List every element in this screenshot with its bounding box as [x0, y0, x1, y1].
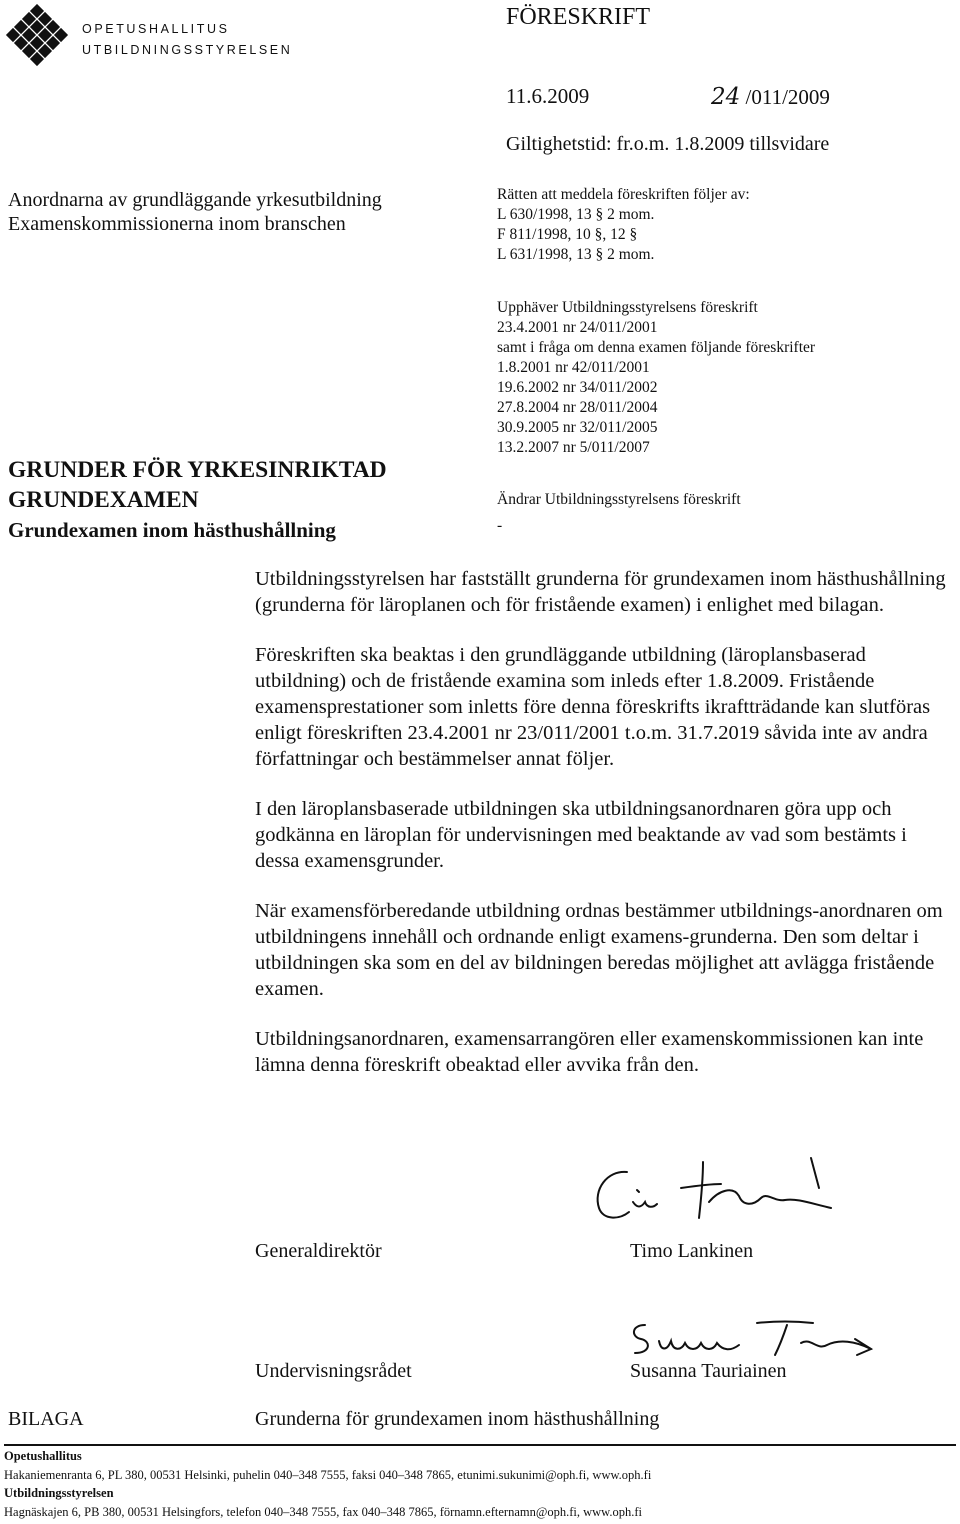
- org-name-finnish: OPETUSHALLITUS: [82, 22, 230, 36]
- footer-address: Hagnäskajen 6, PB 380, 00531 Helsingfors, telefon 040–348 7555, fax 040–348 7865, förnamn.efternamn@oph.fi, www.oph.fi: [4, 1504, 643, 1519]
- footer-address: Hakaniemenranta 6, PL 380, 00531 Helsinki, puhelin 040–348 7555, faksi 040–348 7865, etunimi.sukunimi@oph.fi, www.oph.fi: [4, 1467, 652, 1482]
- signature-susanna-tauriainen: [625, 1315, 885, 1365]
- document-number: [711, 84, 830, 110]
- repeals-line: 13.2.2007 nr 5/011/2007: [497, 439, 650, 456]
- footer-org-name: Utbildningsstyrelsen: [4, 1486, 114, 1501]
- organization-name: [82, 19, 292, 61]
- repeals-line: 27.8.2004 nr 28/011/2004: [497, 399, 658, 416]
- body-paragraph: Utbildningsanordnaren, examensarrangören eller examenskommissionen kan inte lämna denna föreskrift obeaktad eller avvika från den.: [255, 1028, 924, 1076]
- amended-regulations: [497, 490, 741, 536]
- repeals-line: 23.4.2001 nr 24/011/2001: [497, 319, 658, 336]
- document-date: 11.6.2009: [506, 84, 590, 108]
- document-number-suffix: /011/2009: [740, 85, 830, 109]
- document-title: [8, 455, 387, 545]
- authority-line: L 631/1998, 13 § 2 mom.: [497, 246, 655, 263]
- body-paragraph: Utbildningsstyrelsen har fastställt grunderna för grundexamen inom hästhushållning (grunderna för läroplanen och för fristående examen) i enlighet med bilagan.: [255, 568, 946, 616]
- handwritten-number: 24: [711, 84, 741, 110]
- document-type: FÖRESKRIFT: [506, 4, 651, 30]
- authority-line: F 811/1998, 10 §, 12 §: [497, 226, 638, 243]
- document-body: [255, 566, 955, 1102]
- body-paragraph: Föreskriften ska beaktas i den grundläggande utbildning (läroplansbaserad utbildning) och de fristående examina som inleds efter 1.8.2009. Fristående examensprestationer som inletts före denna föreskrifts ikraftträdande kan slutföras enligt föreskriften 23.4.2001 nr 23/011/2001 t.o.m. 31.7.2019 såvida inte av andra författningar och bestämmelser annat följer.: [255, 644, 931, 770]
- signer-title: Generaldirektör: [255, 1240, 382, 1262]
- title-line: GRUNDER FÖR YRKESINRIKTAD: [8, 457, 387, 483]
- footer-org-name: Opetushallitus: [4, 1449, 82, 1463]
- footer-divider: [4, 1444, 956, 1446]
- amends-value: -: [497, 517, 503, 534]
- body-paragraph: I den läroplansbaserade utbildningen ska utbildningsanordnaren göra upp och godkänna en läroplan för undervisningen med beaktande av vad som bestämts i dessa examensgrunder.: [255, 798, 907, 872]
- repeals-line: 1.8.2001 nr 42/011/2001: [497, 359, 650, 376]
- title-line: GRUNDEXAMEN: [8, 487, 199, 513]
- title-subtitle: Grundexamen inom hästhushållning: [8, 518, 336, 542]
- signer-title: Undervisningsrådet: [255, 1360, 412, 1382]
- signer-name: Susanna Tauriainen: [630, 1360, 787, 1382]
- recipient-line: Anordnarna av grundläggande yrkesutbildning: [8, 189, 382, 211]
- authority-line: L 630/1998, 13 § 2 mom.: [497, 206, 655, 223]
- signature-timo-lankinen: [585, 1150, 845, 1230]
- recipients: [8, 188, 382, 236]
- amends-heading: Ändrar Utbildningsstyrelsens föreskrift: [497, 491, 741, 508]
- repeals-line: samt i fråga om denna examen följande föreskrifter: [497, 339, 816, 356]
- validity-period: Giltighetstid: fr.o.m. 1.8.2009 tillsvidare: [506, 133, 830, 155]
- attachment-label: BILAGA: [8, 1408, 84, 1430]
- body-paragraph: När examensförberedande utbildning ordnas bestämmer utbildnings-anordnaren om utbildningens innehåll och ordnande enligt examens-grunderna. Den som deltar i utbildningen ska som en del av bildningen beredas möjlighet att avlägga fristående examen.: [255, 900, 943, 1000]
- repeals-line: 30.9.2005 nr 32/011/2005: [497, 419, 658, 436]
- recipient-line: Examenskommissionerna inom branschen: [8, 213, 346, 235]
- legal-authority: [497, 185, 750, 265]
- repeals-line: 19.6.2002 nr 34/011/2002: [497, 379, 658, 396]
- footer: [4, 1447, 651, 1521]
- repealed-regulations: [497, 298, 815, 458]
- authority-heading: Rätten att meddela föreskriften följer av:: [497, 186, 750, 203]
- repeals-heading: Upphäver Utbildningsstyrelsens föreskrift: [497, 299, 758, 316]
- oph-logo: [4, 4, 70, 70]
- attachment-title: Grunderna för grundexamen inom hästhushållning: [255, 1408, 660, 1430]
- signer-name: Timo Lankinen: [630, 1240, 754, 1262]
- org-name-swedish: UTBILDNINGSSTYRELSEN: [82, 43, 293, 57]
